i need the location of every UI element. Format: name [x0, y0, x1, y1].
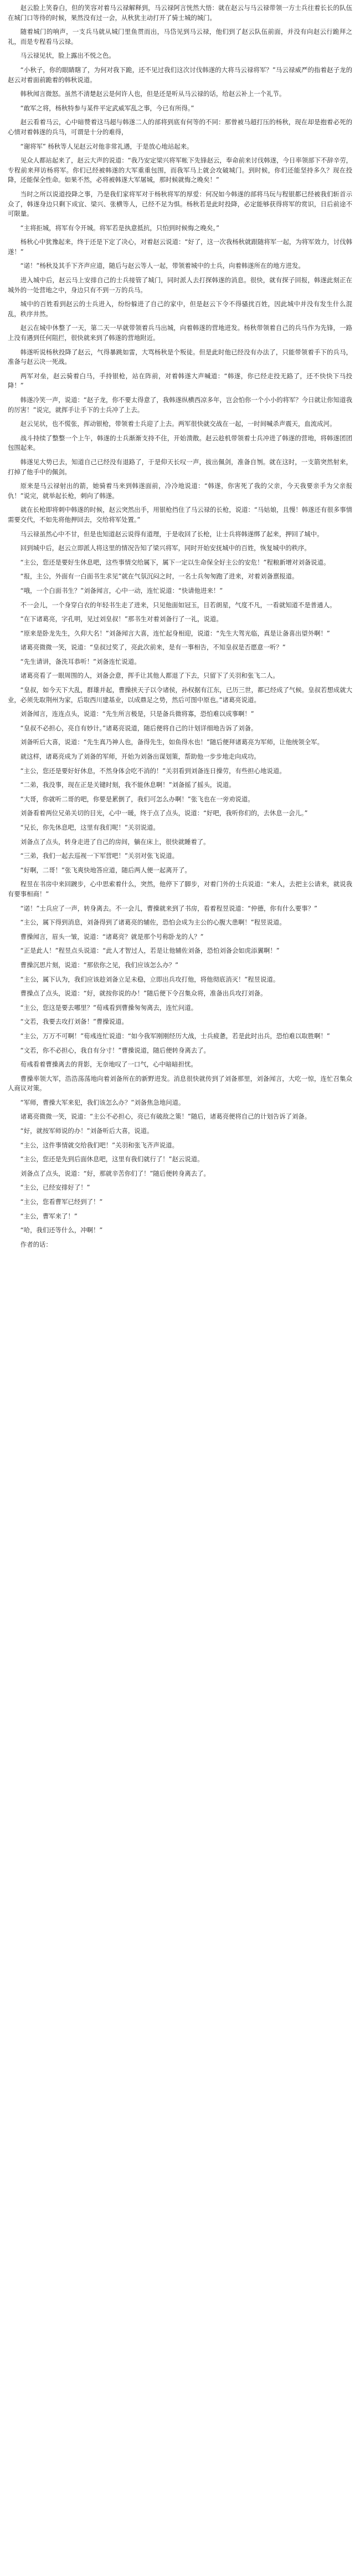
- paragraph: “敢军之将，杨秋特参与某件平定武威军乱之事，今已有所得。”: [20, 104, 194, 112]
- paragraph-gap: [8, 1178, 352, 1183]
- paragraph-gap: [8, 61, 352, 65]
- paragraph: “主公，您还是要好生休息吧，这些事情交给属下，属下一定以生命保全好主公的安危！”程粮新增对刘备说道。: [20, 558, 330, 566]
- paragraph-gap: [8, 138, 352, 142]
- paragraph-gap: [8, 819, 352, 823]
- paragraph-gap: [8, 295, 352, 299]
- paragraph: 诸葛亮微微一笑，说道：“皇叔过奖了，亮此次前来，是有一事相告，不知皇叔是否愿意一听？”: [20, 643, 286, 652]
- paragraph-gap: [8, 582, 352, 586]
- paragraph-gap: [8, 1107, 352, 1112]
- paragraph: 就这样，诸葛亮成为了刘备的军师，开始为刘备出谋划策，帮助他一步步地走向成功。: [20, 753, 260, 761]
- paragraph: “文若，你不必担心，我自有分寸！”曹操说道，随后便转身离去了。: [20, 1046, 210, 1054]
- paragraph-gap: [8, 99, 352, 104]
- paragraph: “二弟，我没事，现在正是关键时刻，我不能休息啊！”刘备摇了摇头，说道。: [20, 781, 235, 789]
- paragraph-gap: [8, 638, 352, 643]
- paragraph-gap: [8, 343, 352, 348]
- paragraph: “文若，我要去攻打刘备！”曹操说道。: [20, 1018, 128, 1026]
- paragraph-gap: [8, 367, 352, 372]
- paragraph-gap: [8, 185, 352, 190]
- paragraph: “兄长，你先休息吧，这里有我们呢！”关羽说道。: [20, 824, 160, 831]
- paragraph: 诸葛亮微微一笑，说道：“主公不必担心，亮已有破敌之策！”随后，诸葛亮便将自己的计划告诉了刘备。: [20, 1112, 311, 1121]
- paragraph: 城中的百姓看到赵云的士兵进入，纷纷躲进了自己的家中，但是赵云下令不得骚扰百姓，因此城中并没有发生什么混乱，秩序井然。: [8, 300, 352, 318]
- paragraph-gap: [8, 1122, 352, 1126]
- paragraph-gap: [8, 790, 352, 795]
- paragraph-gap: [8, 501, 352, 505]
- paragraph: “主将拒城，将军有令开城。将军若是执意抵抗，只怕到时候悔之晚矣。”: [20, 223, 220, 232]
- paragraph: 诸葛亮看了一眼周围的人，刘备会意，挥手让其他人都退了下去，只留下了关羽和张飞二人。: [20, 672, 279, 680]
- paragraph-gap: [8, 23, 352, 27]
- paragraph: “哦，一个白面书生？”刘备闻言，心中一动，连忙说道：“快请他进来！”: [20, 586, 223, 595]
- paragraph: “皇叔不必担心，亮自有妙计。”诸葛亮说道，随后便将自己的计划详细地告诉了刘备。: [20, 724, 258, 732]
- paragraph-gap: [8, 861, 352, 866]
- paragraph-gap: [8, 596, 352, 601]
- paragraph: “好，就按军师说的办！”刘备听后大喜，说道。: [20, 1127, 153, 1135]
- paragraph: 程昱在书房中来回踱步，心中思索着什么，突然，他停下了脚步，对着门外的士兵说道：“来人，去把主公请来，就说我有要事相商！”: [8, 880, 352, 898]
- paragraph-gap: [8, 833, 352, 837]
- paragraph-gap: [8, 257, 352, 261]
- paragraph-gap: [8, 1136, 352, 1141]
- paragraph-gap: [8, 1070, 352, 1074]
- paragraph-gap: [8, 1221, 352, 1226]
- paragraph-gap: [8, 999, 352, 1003]
- paragraph: 作者的话：: [20, 1240, 52, 1248]
- paragraph: “原来是卧龙先生，久仰大名！”刘备闻言大喜，连忙起身相迎，说道：“先生大驾光临，真是让备喜出望外啊！”: [20, 629, 330, 637]
- paragraph: 当时之所以说道投降之事，乃是我们家将军对于杨秋将军的厚爱：何况如今韩遂的部将马玩与程银都已经被我们斩首示众了，韩遂身边只剩下成宜、梁兴、张横等人，已经不足为惧。杨秋若是此时投降，必定能够获得将军的赏识，日后前途不可限量。: [8, 190, 352, 218]
- paragraph-gap: [8, 913, 352, 918]
- paragraph: “在下诸葛亮，字孔明，见过刘皇叔！”那书生对着刘备行了一礼，说道。: [20, 615, 223, 623]
- paragraph-gap: [8, 271, 352, 276]
- paragraph: 赵云看着马云，心中暗赞着这马超与韩遂二人的部将到底有何等的不同：那曾被马超打压的杨秋，现在却是抱着必死的心情对着韩遂的兵马，可谓是十分的难得，: [8, 118, 352, 136]
- paragraph-gap: [8, 804, 352, 809]
- paragraph-gap: [8, 429, 352, 434]
- paragraph-gap: [8, 733, 352, 738]
- paragraph-gap: [8, 971, 352, 975]
- paragraph: 刘备闻言，连连点头，说道：“先生所言极是，只是备兵微将寡，恐怕难以成事啊！”: [20, 710, 254, 718]
- paragraph-gap: [8, 653, 352, 657]
- paragraph-gap: [8, 47, 352, 51]
- paragraph: “主公，属下认为，我们应该趁刘备立足未稳，立即出兵攻打他，将他彻底消灭！”程昱说道。: [20, 975, 280, 983]
- paragraph: 刘备点了点头，说道：“好，那就辛苦你们了！”随后便转身离去了。: [20, 1169, 210, 1177]
- paragraph-gap: [8, 1150, 352, 1155]
- paragraph-gap: [8, 681, 352, 685]
- paragraph-gap: [8, 942, 352, 946]
- paragraph: 两军对垒，赵云骑着白马，手持银枪，站在阵前，对着韩遂大声喊道：“韩遂，你已经走投无路了，还不快快下马投降！”: [8, 372, 352, 390]
- paragraph: “大哥，你就听二哥的吧，你要是累倒了，我们可怎么办啊！”张飞也在一旁劝说道。: [20, 795, 254, 803]
- paragraph: “主公，已经安排好了！”: [20, 1183, 90, 1192]
- paragraph-gap: [8, 928, 352, 932]
- paragraph-gap: [8, 525, 352, 530]
- paragraph: “小秋子，你的眼睛瞎了，为何对我下跪，还不见过我们这次讨伐韩遂的大将马云禄将军？”马云禄威严的指着赵子龙的赵云对着面前跪着的韩秋说道。: [8, 65, 352, 84]
- paragraph-gap: [8, 900, 352, 904]
- paragraph-gap: [8, 1236, 352, 1240]
- paragraph: 刘备听后大喜，说道：“先生真乃神人也，备得先生，如鱼得水也！”随后便拜诸葛亮为军师，让他统领全军。: [20, 738, 323, 746]
- paragraph: 刘备看着两位兄弟关切的目光，心中一暖，终于点了点头，说道：“好吧，我听你们的，去休息一会儿。”: [20, 809, 308, 817]
- paragraph-gap: [8, 762, 352, 766]
- paragraph: 不一会儿，一个身穿白衣的年轻书生走了进来，只见他面如冠玉，目若朗星，气度不凡，一看就知道不是普通人。: [20, 601, 336, 609]
- paragraph-gap: [8, 956, 352, 961]
- paragraph: “主公，您这是要去哪里？”荀彧看到曹操匆匆离去，连忙问道。: [20, 1003, 198, 1012]
- paragraph: 赵云在城中休整了一天，第二天一早就带领着兵马出城，向着韩遂的营地进发。杨秋带领着自己的兵马作为先锋，一路上没有遇到任何阻拦，很快就来到了韩遂的营地附近。: [8, 324, 352, 342]
- paragraph-gap: [8, 748, 352, 752]
- paragraph-gap: [8, 415, 352, 419]
- paragraph-gap: [8, 553, 352, 558]
- paragraph-gap: [8, 219, 352, 223]
- paragraph: 韩遂听说杨秋投降了赵云，气得暴跳如雷，大骂杨秋是个叛徒。但是此时他已经没有办法了，只能带领着手下的兵马，准备与赵云决一死战。: [8, 348, 352, 366]
- paragraph: 荀彧看着曹操离去的背影，无奈地叹了一口气，心中暗暗担忧。: [20, 1060, 197, 1069]
- paragraph: “主公，万万不可啊！”荀彧连忙说道：“如今我军刚刚经历大战，士兵疲惫，若是此时出兵，恐怕难以取胜啊！”: [20, 1032, 330, 1040]
- paragraph: 进入城中后，赵云马上安排自己的士兵接管了城门，同时派人去打探韩遂的消息。很快，就有探子回报，韩遂此刻正在城外的一处营地之中，身边只有不到一万的兵马。: [8, 276, 352, 294]
- paragraph-gap: [8, 539, 352, 543]
- paragraph: 曹操点了点头，说道：“好，就按你说的办！”随后便下令召集众将，准备出兵攻打刘备。: [20, 989, 267, 998]
- paragraph-gap: [8, 705, 352, 709]
- article-body: [8, 3, 352, 1254]
- paragraph-gap: [8, 233, 352, 237]
- paragraph: 马云禄见状，脸上露出不悦之色。: [20, 52, 115, 60]
- paragraph: 就在长枪即将刺中韩遂的时候，赵云突然出手，用银枪挡住了马云禄的长枪，说道：“马姑娘，且慢！韩遂还有很多事情需要交代，不如先将他押回去，交给将军处置。”: [8, 506, 352, 524]
- paragraph: “主公，曹军来了！”: [20, 1212, 78, 1220]
- paragraph-gap: [8, 1027, 352, 1032]
- paragraph: 刘备点了点头，转身走进了自己的房间，躺在床上，很快就睡着了。: [20, 837, 210, 846]
- paragraph: “主公，您看曹军已经到了！”: [20, 1198, 103, 1206]
- paragraph: 曹操率领大军，浩浩荡荡地向着刘备所在的新野进发。消息很快就传到了刘备那里，刘备闻言，大吃一惊，连忙召集众人商议对策。: [8, 1074, 352, 1093]
- paragraph-gap: [8, 1207, 352, 1212]
- paragraph-gap: [8, 1041, 352, 1046]
- paragraph: 原来是马云禄射出的箭，她骑着马来到韩遂面前，冷冷地说道：“韩遂，你害死了我的父亲，今天我要亲手为父亲报仇！”说完，就举起长枪，刺向了韩遂。: [8, 482, 352, 500]
- paragraph-gap: [8, 1249, 352, 1254]
- paragraph: “诺！”杨秋及其手下齐声应道，随后与赵云等人一起，带领着城中的士兵，向着韩遂所在的地方进发。: [20, 262, 305, 270]
- paragraph: 马云禄虽然心中不甘，但是也知道赵云说得有道理，于是收回了长枪，让士兵将韩遂绑了起来，押回了城中。: [20, 530, 323, 538]
- paragraph: “主公，属下得到消息，刘备得到了诸葛亮的辅佐，恐怕会成为主公的心腹大患啊！”程昱说道。: [20, 918, 286, 927]
- paragraph-gap: [8, 477, 352, 481]
- paragraph: 韩秋闻言微怒。虽然不清楚赵云是何许人也，但是还是听从马云禄的话，给赵云补上一个礼节。: [20, 90, 286, 98]
- paragraph: “军师，曹操大军来犯，我们该怎么办？”刘备焦急地问道。: [20, 1098, 185, 1106]
- paragraph-gap: [8, 1055, 352, 1060]
- paragraph-gap: [8, 776, 352, 780]
- paragraph-gap: [8, 719, 352, 724]
- paragraph: 赵云见状，也不慌张，挥动银枪，带领着士兵迎了上去。两军很快就交战在一起，一时间喊杀声震天，血流成河。: [20, 420, 336, 428]
- paragraph: 韩遂冷笑一声，说道：“赵子龙，你不要太得意了，我韩遂纵横西凉多年，岂会怕你一个小小的将军？今日就让你知道我的厉害！”说完，就挥手让手下的士兵冲了上去。: [8, 396, 352, 414]
- paragraph: 韩遂见大势已去，知道自己已经没有退路了，于是仰天长叹一声，拔出佩剑，准备自刎。就在这时，一支箭突然射来，打掉了他手中的佩剑。: [8, 458, 352, 476]
- paragraph-gap: [8, 610, 352, 614]
- paragraph-gap: [8, 85, 352, 89]
- paragraph-gap: [8, 624, 352, 629]
- paragraph: 赵云脸上笑眷白，但的笑容对着马云禄解释到，马云禄阿言恍然大悟：就在赵云与马云禄带领一方士兵往着长长的队伍在城门口等待的时候，果然没有过一会，从秋犹主动打开了骑士城的城门。: [8, 4, 352, 22]
- paragraph-gap: [8, 567, 352, 572]
- paragraph: “主公，您还是先到后面休息吧，这里有我们就行了！”赵云说道。: [20, 1155, 204, 1163]
- paragraph: “皇叔，如今天下大乱，群雄并起，曹操挟天子以令诸侯，孙权据有江东，已历三世，都已经成了气候。皇叔若想成就大业，必须先取荆州为家，后取西川建基业，以成鼎足之势，然后可图中原也。”诸葛亮说道。: [8, 686, 352, 704]
- paragraph-gap: [8, 1013, 352, 1017]
- paragraph: 见众人都站起来了，赵云大声的说道：“我乃安定梁兴将军帐下先锋赵云，奉命前来讨伐韩遂，今日率领部下不辞辛劳，专程前来拜访杨将军。你们已经被韩遂的大军重重包围，而我军马上就会攻破城门。到时候，你们还能坚持多久？现在投降，还能保全性命。如果不然，必将被韩遂大军屠城，那时候就悔之晚矣！”: [8, 156, 352, 184]
- paragraph: “三弟，我们一起去巡视一下军营吧！”关羽对张飞说道。: [20, 852, 178, 860]
- paragraph: 杨秋心中犹豫起来，终于还是下定了决心，对着赵云说道：“好了，这一次我杨秋就跟随将军一起，为将军效力，讨伐韩遂！”: [8, 238, 352, 256]
- paragraph-gap: [8, 1193, 352, 1197]
- paragraph-gap: [8, 875, 352, 880]
- paragraph: “先生请讲，备洗耳恭听！”刘备连忙说道。: [20, 657, 141, 665]
- paragraph: “正是此人！”程昱点头说道：“此人才智过人，若是让他辅佐刘备，恐怕刘备会如虎添翼啊！”: [20, 947, 280, 955]
- paragraph: “谢将军” 杨秋等人见赵云对他非常礼遇，于是放心地站起来。: [20, 142, 193, 150]
- paragraph: 回到城中后，赵云立即派人将这里的情况告知了梁兴将军，同时开始安抚城中的百姓，恢复城中的秩序。: [20, 544, 311, 552]
- paragraph: 随着城门的响声，一支兵马就从城门里鱼贯而出，马岱见到马云禄，他们到了赵云队伍前面，并没有向赵云行跪拜之礼，而是专程看马云禄。: [8, 28, 352, 45]
- paragraph: 曹操沉思片刻，说道：“那依你之见，我们应该怎么办？”: [20, 961, 178, 969]
- paragraph: “主公，您还是要好好休息，不然身体会吃不消的！”关羽看到刘备连日操劳，有些担心地说道。: [20, 766, 286, 775]
- paragraph-gap: [8, 151, 352, 156]
- paragraph: “哈，我们还等什么，冲啊！”: [20, 1226, 103, 1234]
- paragraph-gap: [8, 667, 352, 671]
- paragraph-gap: [8, 1094, 352, 1098]
- paragraph: “主公，这件事情就交给我们吧！”关羽和张飞齐声说道。: [20, 1141, 178, 1149]
- paragraph: “报，主公，外面有一白面书生求见”就在气氛沉闷之时，一名士兵匆匆跑了进来，对着刘备禀报道。: [20, 572, 299, 581]
- paragraph-gap: [8, 984, 352, 989]
- paragraph: 曹操闻言，眉头一皱，说道：“诸葛亮？就是那个号称卧龙的人？”: [20, 932, 204, 941]
- paragraph-gap: [8, 847, 352, 851]
- paragraph-gap: [8, 113, 352, 118]
- paragraph: “诺！”士兵应了一声，转身离去。不一会儿，曹操就来到了书房，看着程昱说道：“仲德，你有什么要事？”: [20, 904, 317, 912]
- paragraph-gap: [8, 391, 352, 395]
- paragraph-gap: [8, 453, 352, 458]
- paragraph: 战斗持续了整整一个上午，韩遂的士兵渐渐支持不住，开始溃散。赵云趁机带领着士兵冲进了韩遂的营地，将韩遂团团包围起来。: [8, 434, 352, 452]
- paragraph-gap: [8, 1165, 352, 1169]
- paragraph-gap: [8, 319, 352, 323]
- paragraph: “好啊，二哥！”张飞爽快地答应道，随后两人便一起离开了。: [20, 866, 191, 874]
